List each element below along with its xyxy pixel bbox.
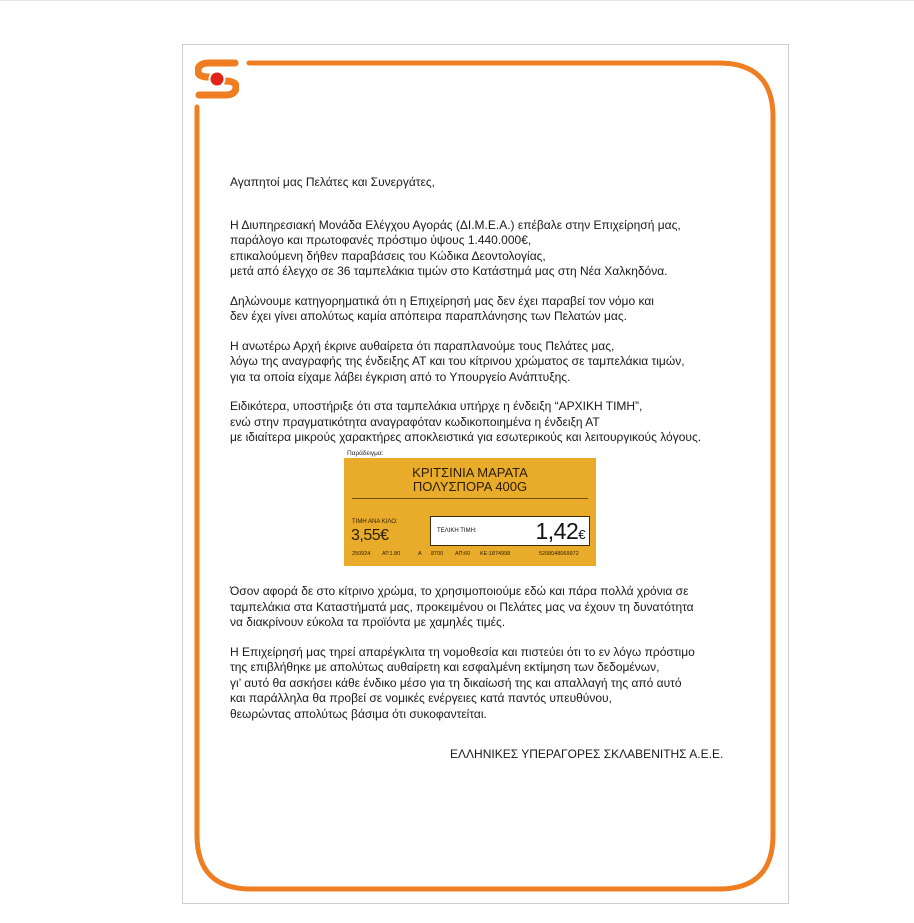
unit-price-label: ΤΙΜΗ ΑΝΑ ΚΙΛΟ: xyxy=(352,519,398,525)
paragraph-fine: Η Διυπηρεσιακή Μονάδα Ελέγχου Αγοράς (ΔΙ.Μ.Ε.Α.) επέβαλε στην Επιχείρησή μας, παράλογο και πρωτοφανές πρόστιμο ύψους 1.440.000€, επικαλούμενη δήθεν παραβάσεις του Κώδικα Δεοντολογίας, μετά από έλεγχο σε 36 ταμπελάκια τιμών στο Κατάστημά μας στη Νέα Χαλκηδόνα. xyxy=(230,217,681,278)
tag-divider xyxy=(352,498,588,499)
sklavenitis-s-logo-icon xyxy=(195,59,239,99)
tag-code: 8700 xyxy=(431,551,444,557)
greeting: Αγαπητοί μας Πελάτες και Συνεργάτες, xyxy=(230,175,435,189)
final-price-value: 1,42 xyxy=(535,518,579,544)
tag-code: ΚΕ:1874998 xyxy=(480,551,511,557)
paragraph-denial: Δηλώνουμε κατηγορηματικά ότι η Επιχείρησή μας δεν έχει παραβεί τον νόμο και δεν έχει γίνει απολύτως καμία απόπειρα παραπλάνησης των Πελατών μας. xyxy=(230,293,654,323)
final-price-label: ΤΕΛΙΚΗ ΤΙΜΗ: xyxy=(437,528,477,534)
final-price-box xyxy=(430,516,590,546)
tag-code: 250924 xyxy=(352,551,371,557)
letter-body-continued xyxy=(230,584,750,736)
signature: ΕΛΛΗΝΙΚΕΣ ΥΠΕΡΑΓΟΡΕΣ ΣΚΛΑΒΕΝΙΤΗΣ Α.Ε.Ε. xyxy=(450,747,724,761)
final-price-currency: € xyxy=(578,527,585,542)
final-price xyxy=(536,518,586,545)
letter-page xyxy=(182,44,789,904)
paragraph-authority: Η ανωτέρω Αρχή έκρινε αυθαίρετα ότι παραπλανούμε τους Πελάτες μας, λόγω της αναγραφής της ένδειξης ΑΤ και του κίτρινου χρώματος σε ταμπελάκια τιμών, για τα οποία είχαμε λάβει έγκριση από το Υπουργείο Ανάπτυξης. xyxy=(230,338,685,384)
tag-code: ΑΠ:60 xyxy=(455,551,471,557)
unit-price: 3,55€ xyxy=(351,527,389,544)
price-tag-example xyxy=(344,458,596,566)
tag-code: ΑΤ:1.80 xyxy=(382,551,401,557)
tag-code: 5208048069972 xyxy=(539,551,579,557)
paragraph-details: Ειδικότερα, υποστήριξε ότι στα ταμπελάκια υπήρχε η ένδειξη “ΑΡΧΙΚΗ ΤΙΜΗ”, ενώ στην πραγματικότητα αναγραφόταν κωδικοποιημένα η ένδειξη ΑΤ με ιδιαίτερα μικρούς χαρακτήρες αποκλειστικά για εσωτερικούς και λειτουργικούς λόγους. xyxy=(230,399,702,444)
paragraph-legal-action: Η Επιχείρησή μας τηρεί απαρέγκλιτα τη νομοθεσία και πιστεύει ότι το εν λόγω πρόστιμο της επιβλήθηκε με απολύτως αυθαίρετη και εσφαλμένη εκτίμηση των δεδομένων, γι’ αυτό θα ασκήσει κάθε ένδικο μέσο για τη δικαίωσή της και απαλλαγή της από αυτό και παράλληλα θα προβεί σε νομικές ενέργειες κατά παντός υπευθύνου, θεωρώντας απολύτως βάσιμα ότι συκοφαντείται. xyxy=(230,644,695,721)
product-name: ΚΡΙΤΣΙΝΙΑ ΜΑΡΑΤΑ ΠΟΛΥΣΠΟΡΑ 400G xyxy=(412,465,528,494)
letter-body xyxy=(230,175,750,460)
paragraph-yellow-color: Όσον αφορά δε στο κίτρινο χρώμα, το χρησιμοποιούμε εδώ και πάρα πολλά χρόνια σε ταμπελάκια στα Καταστήματά μας, προκειμένου οι Πελάτες μας να έχουν τη δυνατότητα να διακρίνουν εύκολα τα προϊόντα με χαμηλές τιμές. xyxy=(230,584,694,629)
example-label: Παράδειγμα: xyxy=(347,450,384,457)
top-rule xyxy=(0,0,914,1)
tag-code: Α xyxy=(418,551,422,557)
